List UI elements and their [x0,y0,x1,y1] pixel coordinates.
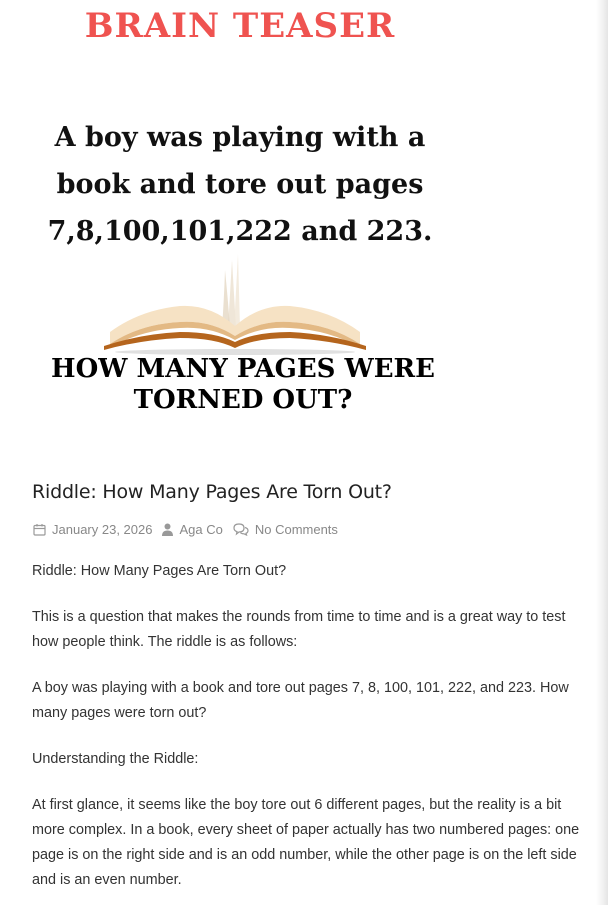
hero-question-line: book and tore out pages [56,169,424,200]
hero-ask [0,354,486,416]
content-paragraph: This is a question that makes the rounds from time to time and is a great way to test how people think. The riddle is as follows: [32,609,566,650]
hero-ask-line: HOW MANY PAGES WERE [51,354,435,384]
post-comments-text: No Comments [254,522,338,537]
content-paragraph: Riddle: How Many Pages Are Torn Out? [32,563,287,579]
hero-question [0,114,480,255]
hero-ask-line: TORNED OUT? [133,385,353,415]
post-author[interactable] [162,522,222,537]
open-book-illustration [100,240,370,355]
comments-icon [233,523,249,536]
post-content [32,559,580,905]
post-date[interactable] [33,522,152,537]
hero-question-line: A boy was playing with a [54,122,426,153]
content-paragraph: At first glance, it seems like the boy tore out 6 different pages, but the reality is a bit more complex. In a book, every sheet of paper actually has two numbered pages: one page is on the right side and is an odd number, while the other page is on the left side and is an even number. [32,797,580,888]
content-paragraph: Understanding the Riddle: [32,751,199,767]
post-title[interactable]: Riddle: How Many Pages Are Torn Out? [32,481,392,503]
hero-title: BRAIN TEASER [84,6,396,46]
featured-image [0,0,480,440]
post-comments[interactable] [233,522,338,537]
hero-question-line: 7,8,100,101,222 and 223. [47,216,433,247]
post-author-text: Aga Co [179,522,223,537]
user-icon [162,523,173,536]
content-paragraph: A boy was playing with a book and tore out pages 7, 8, 100, 101, 222, and 223. How many pages were torn out? [32,680,569,721]
post-meta [33,522,348,537]
calendar-icon [33,523,46,536]
page-edge-shadow [596,0,608,905]
post-date-text: January 23, 2026 [52,522,153,537]
